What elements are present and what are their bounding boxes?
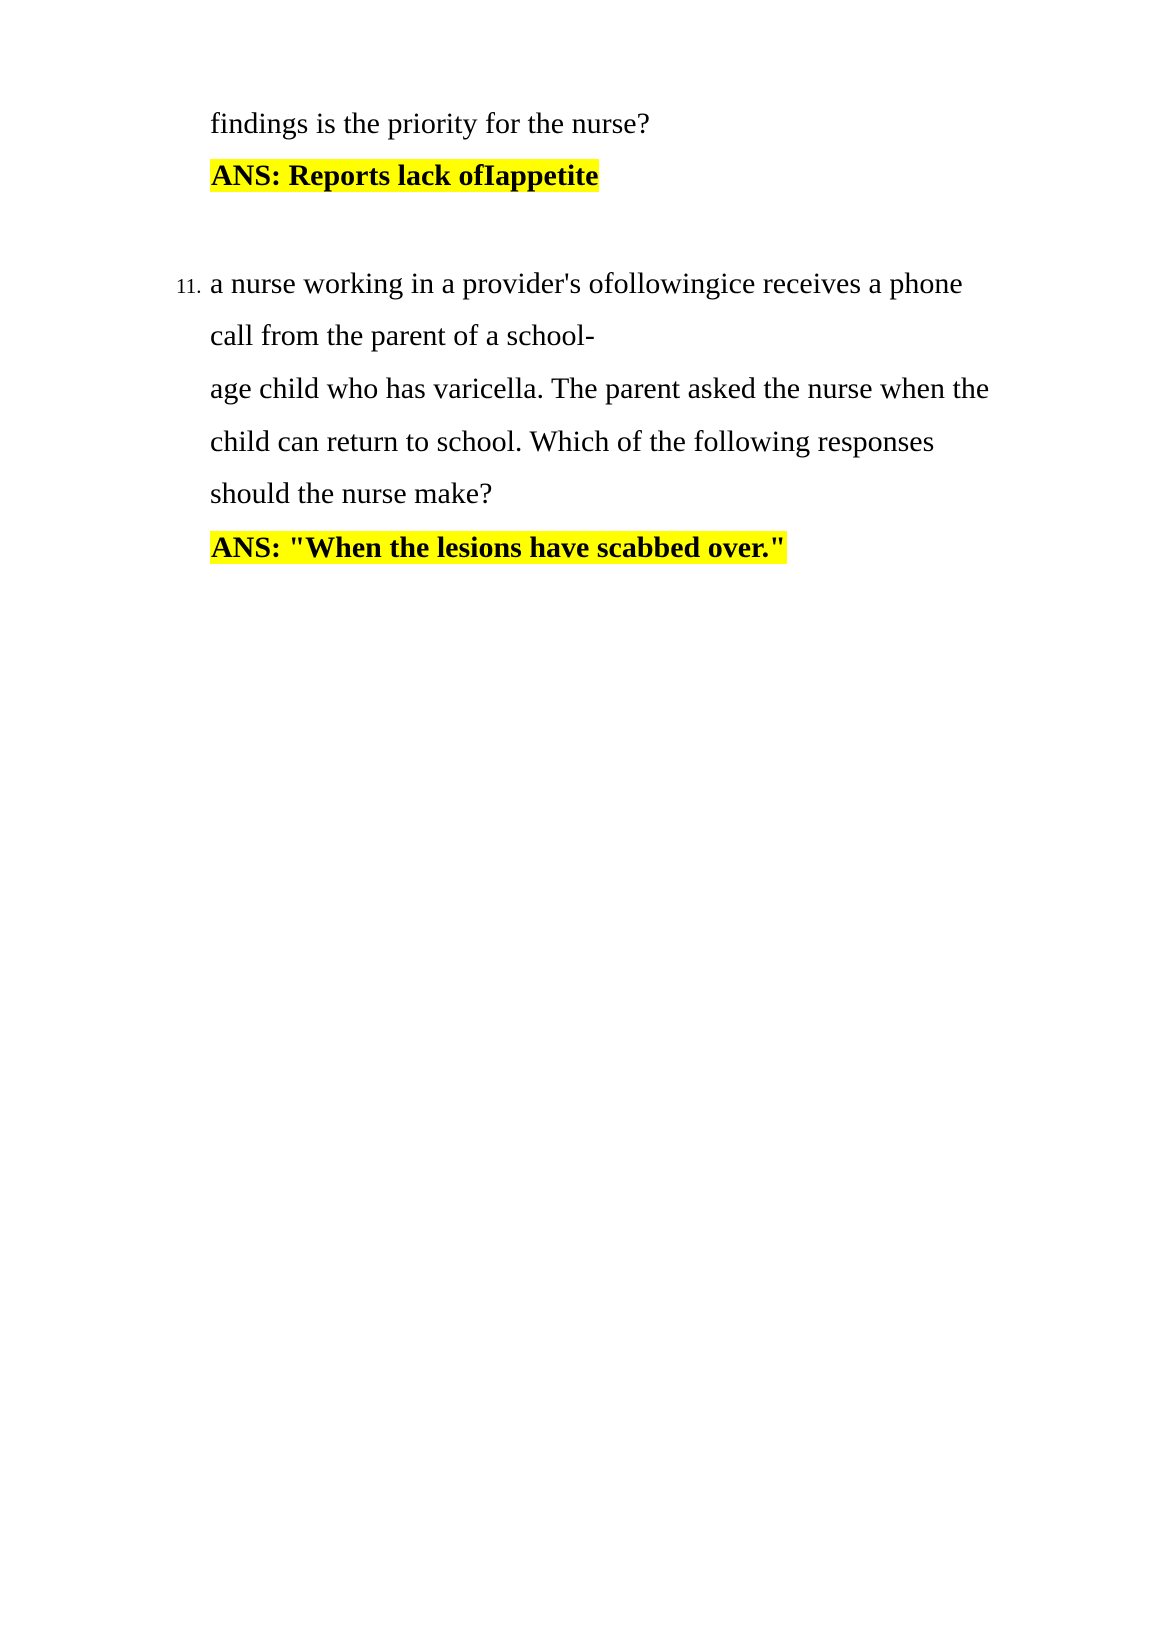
question-11-line-5: should the nurse make? — [210, 477, 493, 510]
answer-10-line — [210, 158, 599, 194]
question-11-line-2: call from the parent of a school- — [210, 319, 595, 352]
answer-10-highlight: ANS: Reports lack ofIappetite — [211, 159, 599, 192]
question-11-line-3: age child who has varicella. The parent asked the nurse when the — [210, 372, 990, 405]
answer-11-line — [210, 530, 787, 566]
question-11-line-4: child can return to school. Which of the following responses — [210, 425, 935, 458]
question-11-line-1: a nurse working in a provider's ofollowingice receives a phone — [210, 267, 963, 300]
question-11-number: 11. — [176, 274, 202, 298]
answer-11-highlight: ANS: "When the lesions have scabbed over." — [211, 531, 786, 564]
question-10-continuation: findings is the priority for the nurse? — [210, 107, 650, 140]
